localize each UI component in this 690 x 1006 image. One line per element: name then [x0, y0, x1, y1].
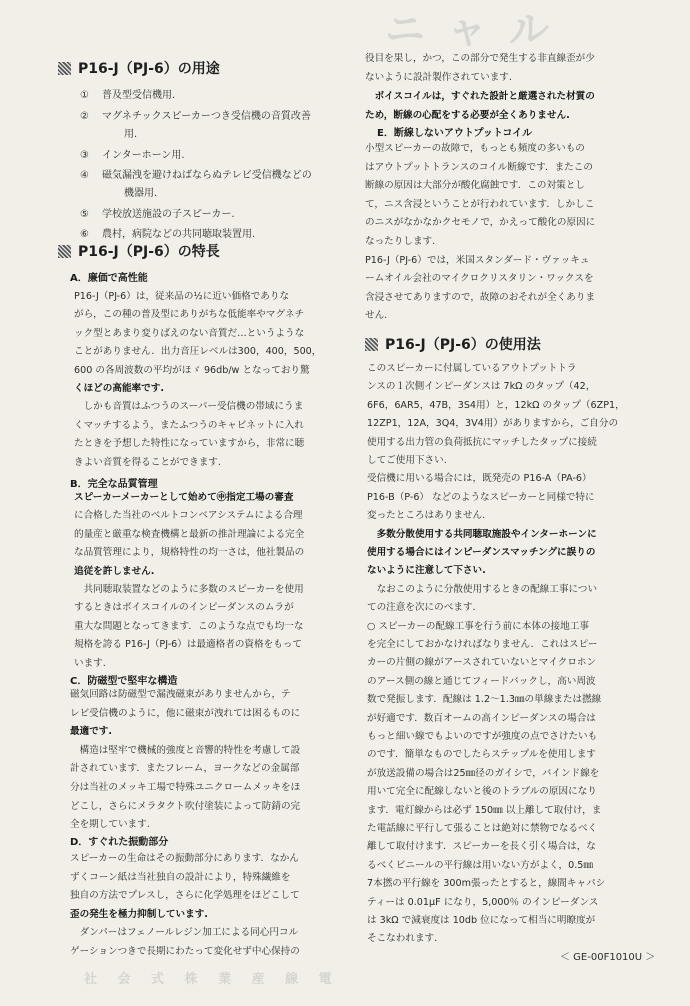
text-line: 含浸させてありますので，故障のおそれが全くありま [365, 291, 596, 303]
text-line: ないように設計製作されています. [365, 72, 512, 83]
text-line: を完全にしておかなければなりません．これはスピー [367, 639, 598, 650]
list-item [80, 225, 255, 240]
text-line: います. [74, 657, 106, 669]
text-line: このスピーカーに付属しているアウトプットトラ [367, 363, 577, 374]
text-line: くマッチするよう，またふつうのキャビネットに入れ [74, 419, 304, 431]
text-line: ボイスコイルは，すぐれた設計と厳選された材質の [365, 91, 595, 102]
list-text: 磁気漏洩を避けねばならぬテレビ受信機などの [102, 170, 312, 181]
hatched-square-icon [365, 338, 378, 351]
text-line: ンスの１次側インピーダンスは 7kΩ のタップ（42， [367, 381, 596, 393]
list-number: ④ [80, 170, 89, 181]
text-line: P16-J（PJ-6）では，米国スタンダード・ヴァッキュ [365, 254, 590, 266]
text-line: 離して取付けます．スピーカーを長く引く場合は，な [367, 841, 596, 853]
text-line: 分は当社のメッキ工場で特殊ユニクロームメッキをほ [70, 782, 301, 793]
list-text: 機器用. [124, 188, 158, 199]
text-line: カーの片側の線がアースされていないとマイクロホン [367, 657, 597, 669]
list-number: ① [80, 90, 89, 101]
text-line: 全を期しています. [70, 819, 150, 831]
text-line: ○ スピーカーの配線工事を行う前に本体の接地工事 [367, 620, 589, 632]
hatched-square-icon [58, 62, 71, 75]
text-line: がら，この種の普及型にありがちな低能率やマグネチ [74, 309, 305, 321]
list-item [80, 86, 175, 101]
subheading-c: C．防磁型で堅牢な構造 [70, 676, 178, 687]
text-line: 6F6，6AR5，47B，3S4用）と，12kΩ のタップ（6ZP1， [367, 399, 625, 411]
text-line: ゲーションつきで長期にわたって変化せず中心保持の [70, 946, 300, 957]
text-line: もっと細い線でもよいのですが強度の点でさけたいも [367, 731, 598, 742]
text-line: ームオイル会社のマイクロクリスタリン・ワックスを [365, 273, 594, 285]
text-line: しかも音質はふつうのスーパー受信機の帯域にうま [74, 401, 304, 413]
text-line: 歪の発生を極力抑制しています. [70, 908, 208, 920]
text-line: ます．電灯線からは必ず 150㎜ 以上離して取付け，ま [367, 804, 602, 816]
list-number: ② [80, 111, 89, 122]
list-text: インターホーン用. [102, 150, 185, 161]
text-line: 600 の各周波数の平均がほゞ 96db/w となっており驚 [74, 364, 310, 376]
text-line: ダンパーはフェノールレジン加工による同心円コル [70, 927, 299, 939]
text-line: 使用する場合にはインピーダンスマッチングに誤りの [367, 547, 596, 558]
list-item [80, 146, 185, 161]
text-line: 規格を誇る P16-J（PJ-6）は最適格者の資格をもって [74, 639, 302, 651]
text-line: P16-B（P-6） などのようなスピーカーと同様で特に [367, 491, 595, 503]
text-line: 独自の方法でプレスし，さらに化学処理をほどこして [70, 890, 300, 902]
text-line: 数で発振します．配線は 1.2〜1.3㎜の単線または撚線 [367, 694, 602, 706]
text-line: は 3kΩ で減衰度は 10db 位になって相当に明瞭度が [367, 915, 596, 926]
text-line: な品質管理により，規格特性の均一さは，他社製品の [74, 547, 305, 559]
list-item [80, 107, 311, 122]
text-line: P16-J（PJ-6）は，従来品の½に近い価格でありな [74, 291, 290, 302]
list-item [102, 184, 157, 199]
subheading-b: B．完全な品質管理 [70, 479, 158, 490]
text-line: 7本撚の平行線を 300m張ったとすると，線間キャパシ [367, 878, 606, 890]
subheading-a: A．廉価で高性能 [70, 273, 148, 284]
text-line: 構造は堅牢で機械的強度と音響的特性を考慮して設 [70, 744, 301, 756]
text-line: してご使用下さい. [367, 455, 447, 466]
text-line: 共同聴取装置などのように多数のスピーカーを使用 [74, 584, 304, 595]
text-line: くほどの高能率です. [74, 383, 164, 394]
text-line: 磁気回路は防磁型で漏洩磁束がありませんから，テ [70, 689, 291, 700]
text-line: ないように注意して下さい. [367, 565, 486, 577]
subheading-e: E．断線しないアウトプットコイル [377, 128, 533, 139]
text-line: ティーは 0.01μF になり，5,000％ のインピーダンス [367, 896, 599, 908]
list-item [80, 205, 235, 220]
text-line: スピーカーメーカーとして始めて㊥指定工場の審査 [74, 492, 294, 503]
ghost-footer-text: 社 会 式 株 業 産 線 電 [84, 972, 340, 987]
text-line: 追従を許しません. [74, 565, 155, 577]
list-item [102, 125, 137, 140]
text-line: せん. [365, 310, 388, 322]
section-title-features: P16-J（PJ-6）の特長 [58, 241, 220, 261]
text-line: するときはボイスコイルのインピーダンスのムラが [74, 602, 294, 614]
ghost-header-text: ニャル [385, 7, 571, 53]
text-line: 重大な問題となってきます．このような点でも均一な [74, 620, 304, 632]
text-line: が好適です．数百オームの高インピーダンスの場合は [367, 712, 596, 724]
text-line: て，ニス含浸ということが行われています．しかしこ [365, 198, 595, 210]
text-line: ック型とあまり変りばえのない音質だ…というような [74, 327, 305, 339]
list-number: ⑤ [80, 209, 89, 220]
section-title-usage-method: P16-J（PJ-6）の使用法 [365, 334, 541, 354]
list-text: 農村，病院などの共同聴取装置用. [102, 229, 256, 240]
text-line: が放送設備の場合は25㎜径のガイシで，バインド線を [367, 767, 600, 779]
list-item [80, 166, 312, 181]
text-line: 用いて完全に配線しないと後のトラブルの原因になり [367, 786, 597, 798]
text-line: のニスがなかなかクセモノで，かえって酸化の原因に [365, 217, 596, 229]
text-line: 使用する出力管の負荷抵抗にマッチしたタップに接続 [367, 436, 597, 448]
text-line: そこなわれます. [367, 933, 438, 945]
text-line: るべくビニールの平行線は用いない方がよく，0.5㎜ [367, 859, 593, 871]
text-line: なおこのように分散使用するときの配線工事につい [367, 583, 598, 595]
list-text: 用. [124, 129, 138, 140]
text-line: スピーカーの生命はその振動部分にあります．なかん [70, 853, 299, 864]
text-line: ことがありません．出力音圧レベルは300，400，500， [74, 346, 322, 358]
text-line: ずくコーン紙は当社独自の設計により，特殊繊維を [70, 871, 291, 883]
text-line: 受信機に用いる場合には，既発売の P16-A（PA-6） [367, 473, 592, 485]
text-line: レビ受信機のように，他に磁束が洩れては困るものに [70, 707, 301, 719]
list-number: ③ [80, 150, 89, 161]
text-line: ての注意を次にのべます. [367, 602, 476, 614]
text-line: なったりします. [365, 236, 436, 247]
text-line: た電話線に平行して張ることは絶対に禁物でなるべく [367, 823, 598, 834]
text-line: ため，断線の心配をする必要が全くありません. [365, 110, 570, 121]
text-line: 計されています．またフレーム，ヨークなどの金属部 [70, 763, 300, 775]
text-line: 多数分散使用する共同聴取施設やインターホーンに [367, 528, 597, 540]
list-text: 普及型受信機用. [102, 90, 176, 101]
text-line: どこし，さらにメラタクト吹付塗装によって防錆の完 [70, 800, 301, 812]
text-line: 小型スピーカーの故障で，もっとも頻度の多いもの [365, 143, 585, 154]
list-text: 学校放送施設の子スピーカー. [102, 209, 235, 220]
text-line: きよい音質を得ることができます. [74, 456, 221, 468]
section-title-usage: P16-J（PJ-6）の用途 [58, 58, 220, 78]
text-line: のアース側の線と通じてフィードバックし，高い周波 [367, 675, 596, 687]
text-line: 最適です. [70, 726, 113, 738]
text-line: 断線の原因は大部分が酸化腐蝕です．この対策とし [365, 180, 585, 192]
text-line: はアウトプットトランスのコイル断線です．またこの [365, 161, 593, 173]
subheading-d: D．すぐれた振動部分 [70, 837, 169, 848]
text-line: 変ったところはありません. [367, 510, 486, 522]
text-line: のです．簡単なものでしたらステップルを使用します [367, 749, 596, 761]
text-line: に合格した当社のベルトコンベアシステムによる合理 [74, 510, 303, 522]
text-line: たときを予想した特性になっていますから，非常に聴 [74, 438, 305, 450]
text-line: 役目を果し，かつ，この部分で発生する非直線歪が少 [365, 53, 595, 64]
list-text: マグネチックスピーカーつき受信機の音質改善 [102, 111, 311, 122]
text-line: 12ZP1，12A，3Q4，3V4用）がありますから，ご自分の [367, 418, 619, 430]
list-number: ⑥ [80, 229, 89, 240]
text-line: 的量産と厳重な検査機構と最新の推計理論による完全 [74, 528, 305, 540]
document-code: ＜ GE-00F1010U ＞ [560, 952, 656, 963]
hatched-square-icon [58, 245, 71, 258]
